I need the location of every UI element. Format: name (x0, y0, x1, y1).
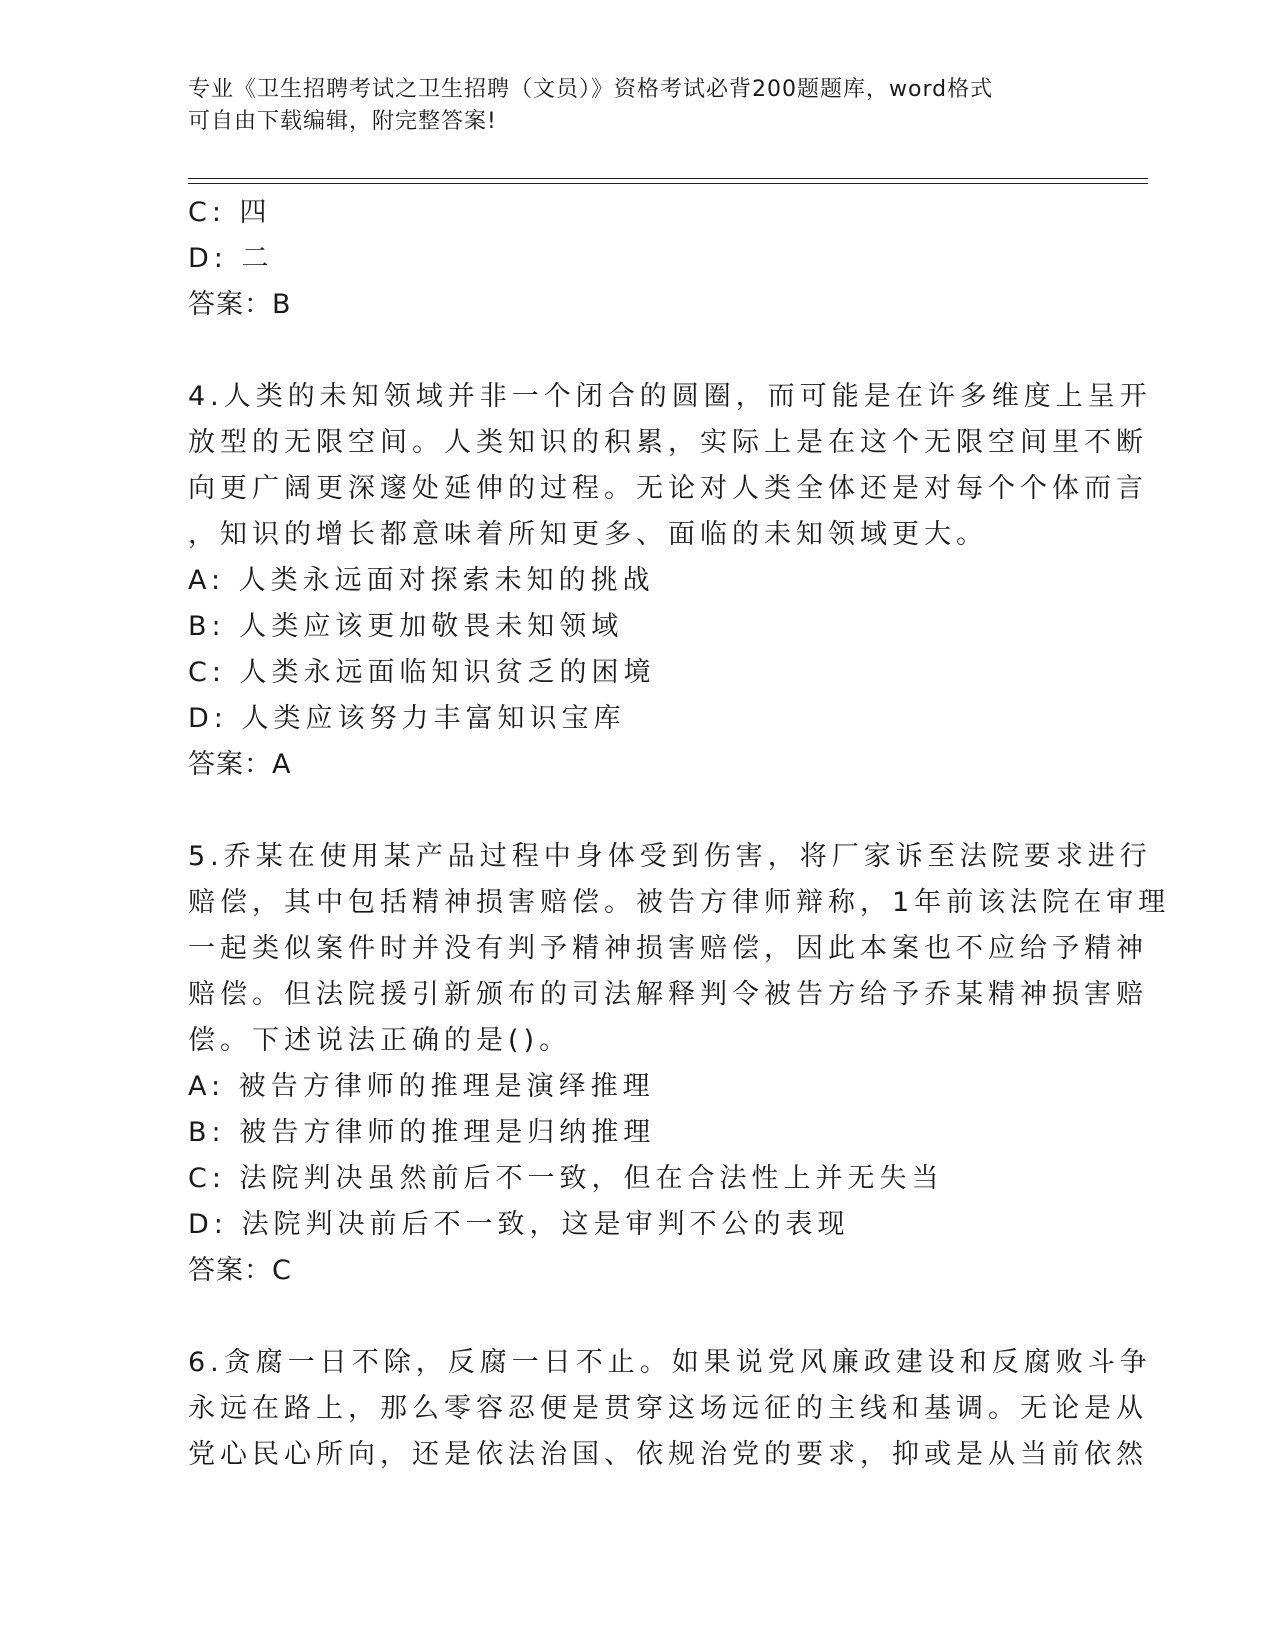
q5-answer: 答案：C (188, 1255, 292, 1286)
header-line-2: 可自由下载编辑，附完整答案! (188, 109, 497, 134)
header-rule-top (188, 178, 1148, 179)
q3-answer: 答案：B (188, 289, 292, 320)
q5-stem-line-5: 偿。下述说法正确的是()。 (188, 1025, 572, 1056)
q4-stem-line-1: 4.人类的未知领域并非一个闭合的圆圈，而可能是在许多维度上呈开 (188, 381, 1152, 412)
spacer (188, 328, 1088, 374)
header-line-1: 专业《卫生招聘考试之卫生招聘（文员）》资格考试必背200题题库，word格式 (188, 77, 994, 102)
q5-option-d: D: 法院判决前后不一致，这是审判不公的表现 (188, 1209, 850, 1240)
document-header (188, 74, 1088, 138)
header-rule-bottom (188, 183, 1148, 184)
question-4 (188, 374, 1152, 788)
question-6 (188, 1340, 1152, 1478)
document-body (188, 190, 1171, 1478)
q4-option-a: A: 人类永远面对探索未知的挑战 (188, 565, 655, 596)
q6-stem-line-1: 6.贪腐一日不除，反腐一日不止。如果说党风廉政建设和反腐败斗争 (188, 1347, 1152, 1378)
q5-stem-line-3: 一起类似案件时并没有判予精神损害赔偿，因此本案也不应给予精神 (188, 933, 1148, 964)
q5-stem-line-2: 赔偿，其中包括精神损害赔偿。被告方律师辩称，1年前该法院在审理 (188, 887, 1171, 918)
q5-stem-line-4: 赔偿。但法院援引新颁布的司法解释判令被告方给予乔某精神损害赔 (188, 979, 1148, 1010)
q4-option-b: B: 人类应该更加敬畏未知领域 (188, 611, 624, 642)
q3-option-d: D: 二 (188, 243, 274, 274)
q5-option-c: C: 法院判决虽然前后不一致，但在合法性上并无失当 (188, 1163, 944, 1194)
q5-stem-line-1: 5.乔某在使用某产品过程中身体受到伤害，将厂家诉至法院要求进行 (188, 841, 1152, 872)
q5-option-b: B: 被告方律师的推理是归纳推理 (188, 1117, 656, 1148)
q6-stem-line-2: 永远在路上，那么零容忍便是贯穿这场远征的主线和基调。无论是从 (188, 1393, 1148, 1424)
q4-stem-line-4: ，知识的增长都意味着所知更多、面临的未知领域更大。 (188, 519, 988, 550)
q5-option-a: A: 被告方律师的推理是演绎推理 (188, 1071, 655, 1102)
q4-answer: 答案：A (188, 749, 292, 780)
spacer (188, 1294, 1088, 1340)
q4-option-c: C: 人类永远面临知识贫乏的困境 (188, 657, 656, 688)
q4-stem-line-3: 向更广阔更深邃处延伸的过程。无论对人类全体还是对每个个体而言 (188, 473, 1148, 504)
spacer (188, 788, 1088, 834)
q4-option-d: D: 人类应该努力丰富知识宝库 (188, 703, 626, 734)
question-5 (188, 834, 1171, 1294)
q4-stem-line-2: 放型的无限空间。人类知识的积累，实际上是在这个无限空间里不断 (188, 427, 1148, 458)
q6-stem-line-3: 党心民心所向，还是依法治国、依规治党的要求，抑或是从当前依然 (188, 1439, 1148, 1470)
q3-option-c: C: 四 (188, 197, 272, 228)
question-3-tail (188, 190, 1088, 328)
